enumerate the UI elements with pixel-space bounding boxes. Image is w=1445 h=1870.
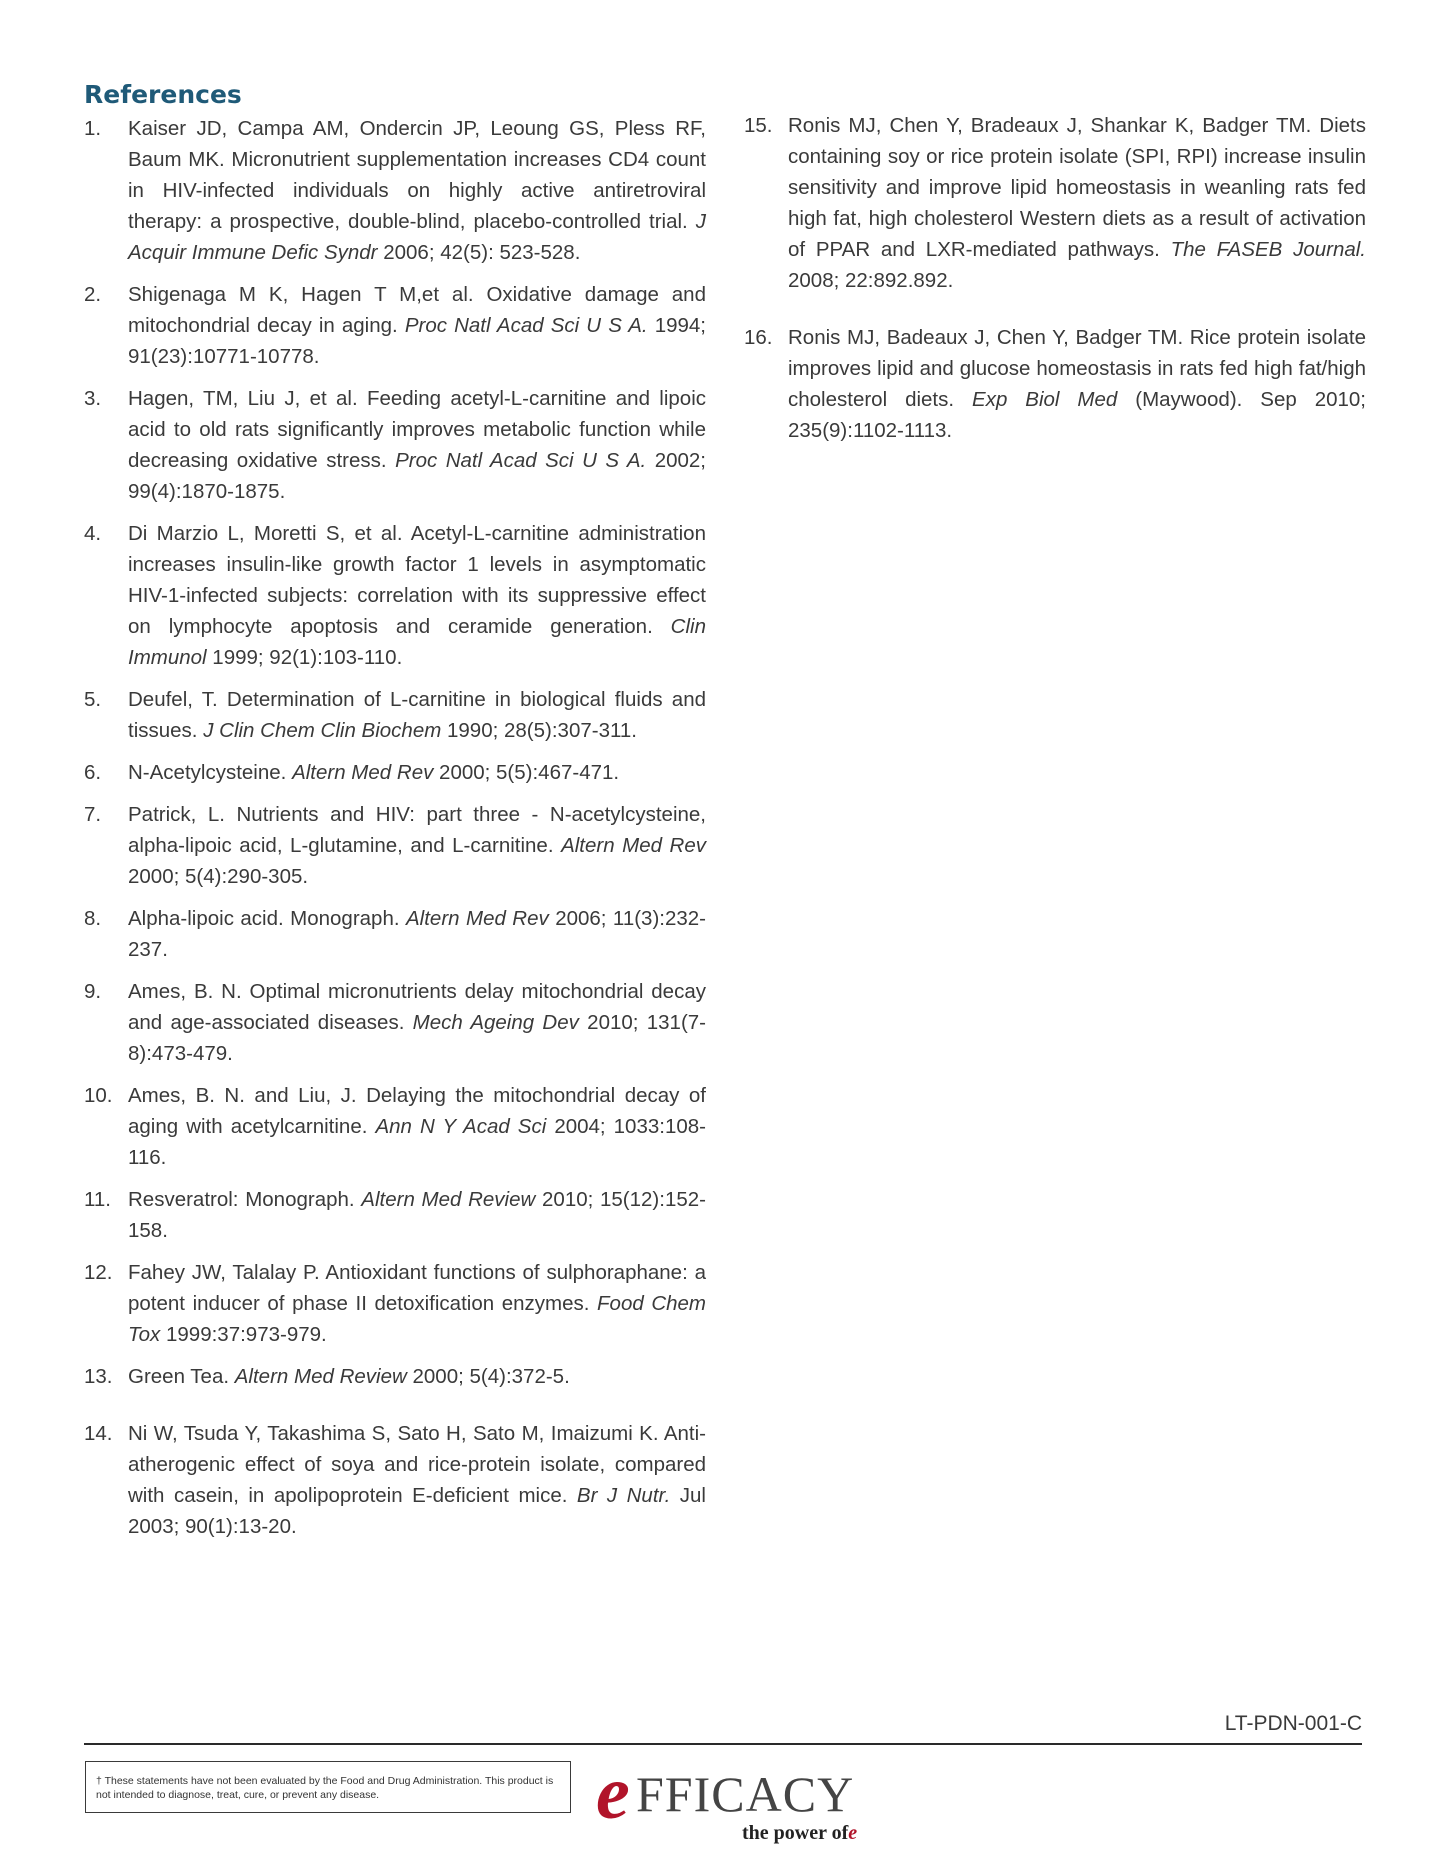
reference-item	[84, 1257, 706, 1350]
reference-item	[84, 279, 706, 372]
reference-item	[84, 976, 706, 1069]
reference-number: 4.	[84, 522, 102, 545]
reference-number: 9.	[84, 980, 102, 1003]
reference-item	[84, 1418, 706, 1542]
reference-text: Ronis MJ, Badeaux J, Chen Y, Badger TM. Rice protein isolate improves lipid and glucose homeostasis in rats fed high fat/high cholesterol diets.	[788, 326, 1366, 411]
logo-tagline	[742, 1823, 857, 1843]
reference-item	[84, 1080, 706, 1173]
reference-journal: Proc Natl Acad Sci U S A.	[395, 449, 647, 472]
reference-citation: Jul 2003; 90(1):13-20.	[128, 1484, 706, 1538]
reference-number: 16.	[744, 326, 773, 349]
reference-text: Ames, B. N. Optimal micronutrients delay mitochondrial decay and age-associated diseases.	[128, 980, 706, 1034]
reference-number: 8.	[84, 907, 102, 930]
reference-text: Hagen, TM, Liu J, et al. Feeding acetyl-L-carnitine and lipoic acid to old rats significantly improves metabolic function while decreasing oxidative stress.	[128, 387, 706, 472]
reference-journal: Altern Med Review	[361, 1188, 536, 1211]
reference-citation: 2000; 5(4):290-305.	[128, 865, 309, 888]
reference-number: 5.	[84, 688, 102, 711]
reference-number: 13.	[84, 1365, 113, 1388]
reference-text: Fahey JW, Talalay P. Antioxidant functions of sulphoraphane: a potent inducer of phase II detoxification enzymes.	[128, 1261, 706, 1315]
reference-item	[84, 113, 706, 268]
reference-number: 7.	[84, 803, 102, 826]
reference-text: Deufel, T. Determination of L-carnitine in biological fluids and tissues.	[128, 688, 706, 742]
reference-citation: 2000; 5(5):467-471.	[433, 761, 620, 784]
reference-number: 11.	[84, 1188, 111, 1211]
reference-citation: 1999:37:973-979.	[160, 1323, 327, 1346]
reference-item	[84, 518, 706, 673]
reference-number: 6.	[84, 761, 102, 784]
reference-citation: 2006; 11(3):232-237.	[128, 907, 706, 961]
reference-journal: Ann N Y Acad Sci	[375, 1115, 547, 1138]
reference-journal: The FASEB Journal.	[1170, 238, 1367, 261]
reference-text: Patrick, L. Nutrients and HIV: part three - N-acetylcysteine, alpha-lipoic acid, L-glutamine, and L-carnitine.	[128, 803, 706, 857]
reference-journal: Proc Natl Acad Sci U S A.	[404, 314, 648, 337]
footer-divider	[84, 1743, 1362, 1745]
logo-tagline-text: the power of	[742, 1822, 849, 1844]
reference-text: Ames, B. N. and Liu, J. Delaying the mitochondrial decay of aging with acetylcarnitine.	[128, 1084, 706, 1138]
reference-number: 15.	[744, 114, 773, 137]
reference-journal: Clin Immunol	[128, 615, 706, 669]
reference-number: 12.	[84, 1261, 113, 1284]
logo-initial: e	[596, 1751, 630, 1835]
reference-citation: 2002; 99(4):1870-1875.	[128, 449, 707, 503]
reference-item	[84, 903, 706, 965]
fda-disclaimer-box: † These statements have not been evaluated by the Food and Drug Administration. This product is not intended to diagnose, treat, cure, or prevent any disease.	[85, 1761, 571, 1813]
reference-citation: 2008; 22:892.892.	[788, 269, 954, 292]
logo-wordmark: FFICACY	[636, 1766, 855, 1822]
reference-item	[744, 110, 1366, 296]
reference-citation: 2004; 1033:108-116.	[128, 1115, 706, 1169]
reference-item	[744, 322, 1366, 446]
reference-number: 1.	[84, 117, 102, 140]
references-left-column	[84, 113, 706, 1553]
reference-item	[84, 799, 706, 892]
reference-journal: Altern Med Rev	[292, 761, 434, 784]
reference-citation: 1990; 28(5):307-311.	[441, 719, 637, 742]
reference-number: 3.	[84, 387, 102, 410]
reference-item	[84, 757, 706, 788]
reference-citation: (Maywood). Sep 2010; 235(9):1102-1113.	[788, 388, 1367, 442]
reference-number: 10.	[84, 1084, 113, 1107]
reference-journal: Altern Med Rev	[406, 907, 549, 930]
reference-item	[84, 1184, 706, 1246]
reference-number: 2.	[84, 283, 102, 306]
reference-journal: J Acquir Immune Defic Syndr	[128, 210, 706, 264]
reference-citation: 2010; 15(12):152-158.	[128, 1188, 706, 1242]
reference-item	[84, 684, 706, 746]
reference-journal: Br J Nutr.	[576, 1484, 671, 1507]
page-title: References	[84, 80, 242, 109]
reference-text: Shigenaga M K, Hagen T M,et al. Oxidative damage and mitochondrial decay in aging.	[128, 283, 706, 337]
reference-citation: 2006; 42(5): 523-528.	[377, 241, 581, 264]
reference-journal: Food Chem Tox	[128, 1292, 707, 1346]
reference-citation: 1999; 92(1):103-110.	[206, 646, 403, 669]
reference-journal: Altern Med Rev	[561, 834, 707, 857]
reference-citation: 2010; 131(7-8):473-479.	[128, 1011, 706, 1065]
reference-text: Green Tea.	[128, 1365, 235, 1388]
reference-text: Di Marzio L, Moretti S, et al. Acetyl-L-carnitine administration increases insulin-like growth factor 1 levels in asymptomatic HIV-1-infected subjects: correlation with its suppressive effect on lymphocyte apoptosis and ceramide generation.	[128, 522, 706, 638]
reference-item	[84, 383, 706, 507]
reference-text: Kaiser JD, Campa AM, Ondercin JP, Leoung GS, Pless RF, Baum MK. Micronutrient supplementation increases CD4 count in HIV-infected individuals on highly active antiretroviral therapy: a prospective, double-blind, placebo-controlled trial.	[128, 117, 706, 233]
reference-text: N-Acetylcysteine.	[128, 761, 293, 784]
references-right-column	[744, 110, 1366, 457]
reference-citation: 2000; 5(4):372-5.	[406, 1365, 570, 1388]
reference-journal: Altern Med Review	[234, 1365, 407, 1388]
logo-tagline-e: e	[848, 1822, 858, 1844]
reference-journal: Exp Biol Med	[972, 388, 1118, 411]
reference-text: Ni W, Tsuda Y, Takashima S, Sato H, Sato M, Imaizumi K. Anti-atherogenic effect of soya and rice-protein isolate, compared with casein, in apolipoprotein E-deficient mice.	[128, 1422, 706, 1507]
reference-text: Resveratrol: Monograph.	[128, 1188, 362, 1211]
reference-journal: Mech Ageing Dev	[412, 1011, 579, 1034]
reference-citation: 1994; 91(23):10771-10778.	[128, 314, 706, 368]
reference-number: 14.	[84, 1422, 113, 1445]
reference-text: Alpha-lipoic acid. Monograph.	[128, 907, 406, 930]
reference-item	[84, 1361, 706, 1392]
efficacy-logo	[596, 1751, 876, 1845]
reference-journal: J Clin Chem Clin Biochem	[203, 719, 442, 742]
document-code: LT-PDN-001-C	[1224, 1712, 1362, 1735]
reference-text: Ronis MJ, Chen Y, Bradeaux J, Shankar K, Badger TM. Diets containing soy or rice protein isolate (SPI, RPI) increase insulin sensitivity and improve lipid homeostasis in weanling rats fed high fat, high cholesterol Western diets as a result of activation of PPAR and LXR-mediated pathways.	[788, 114, 1366, 261]
